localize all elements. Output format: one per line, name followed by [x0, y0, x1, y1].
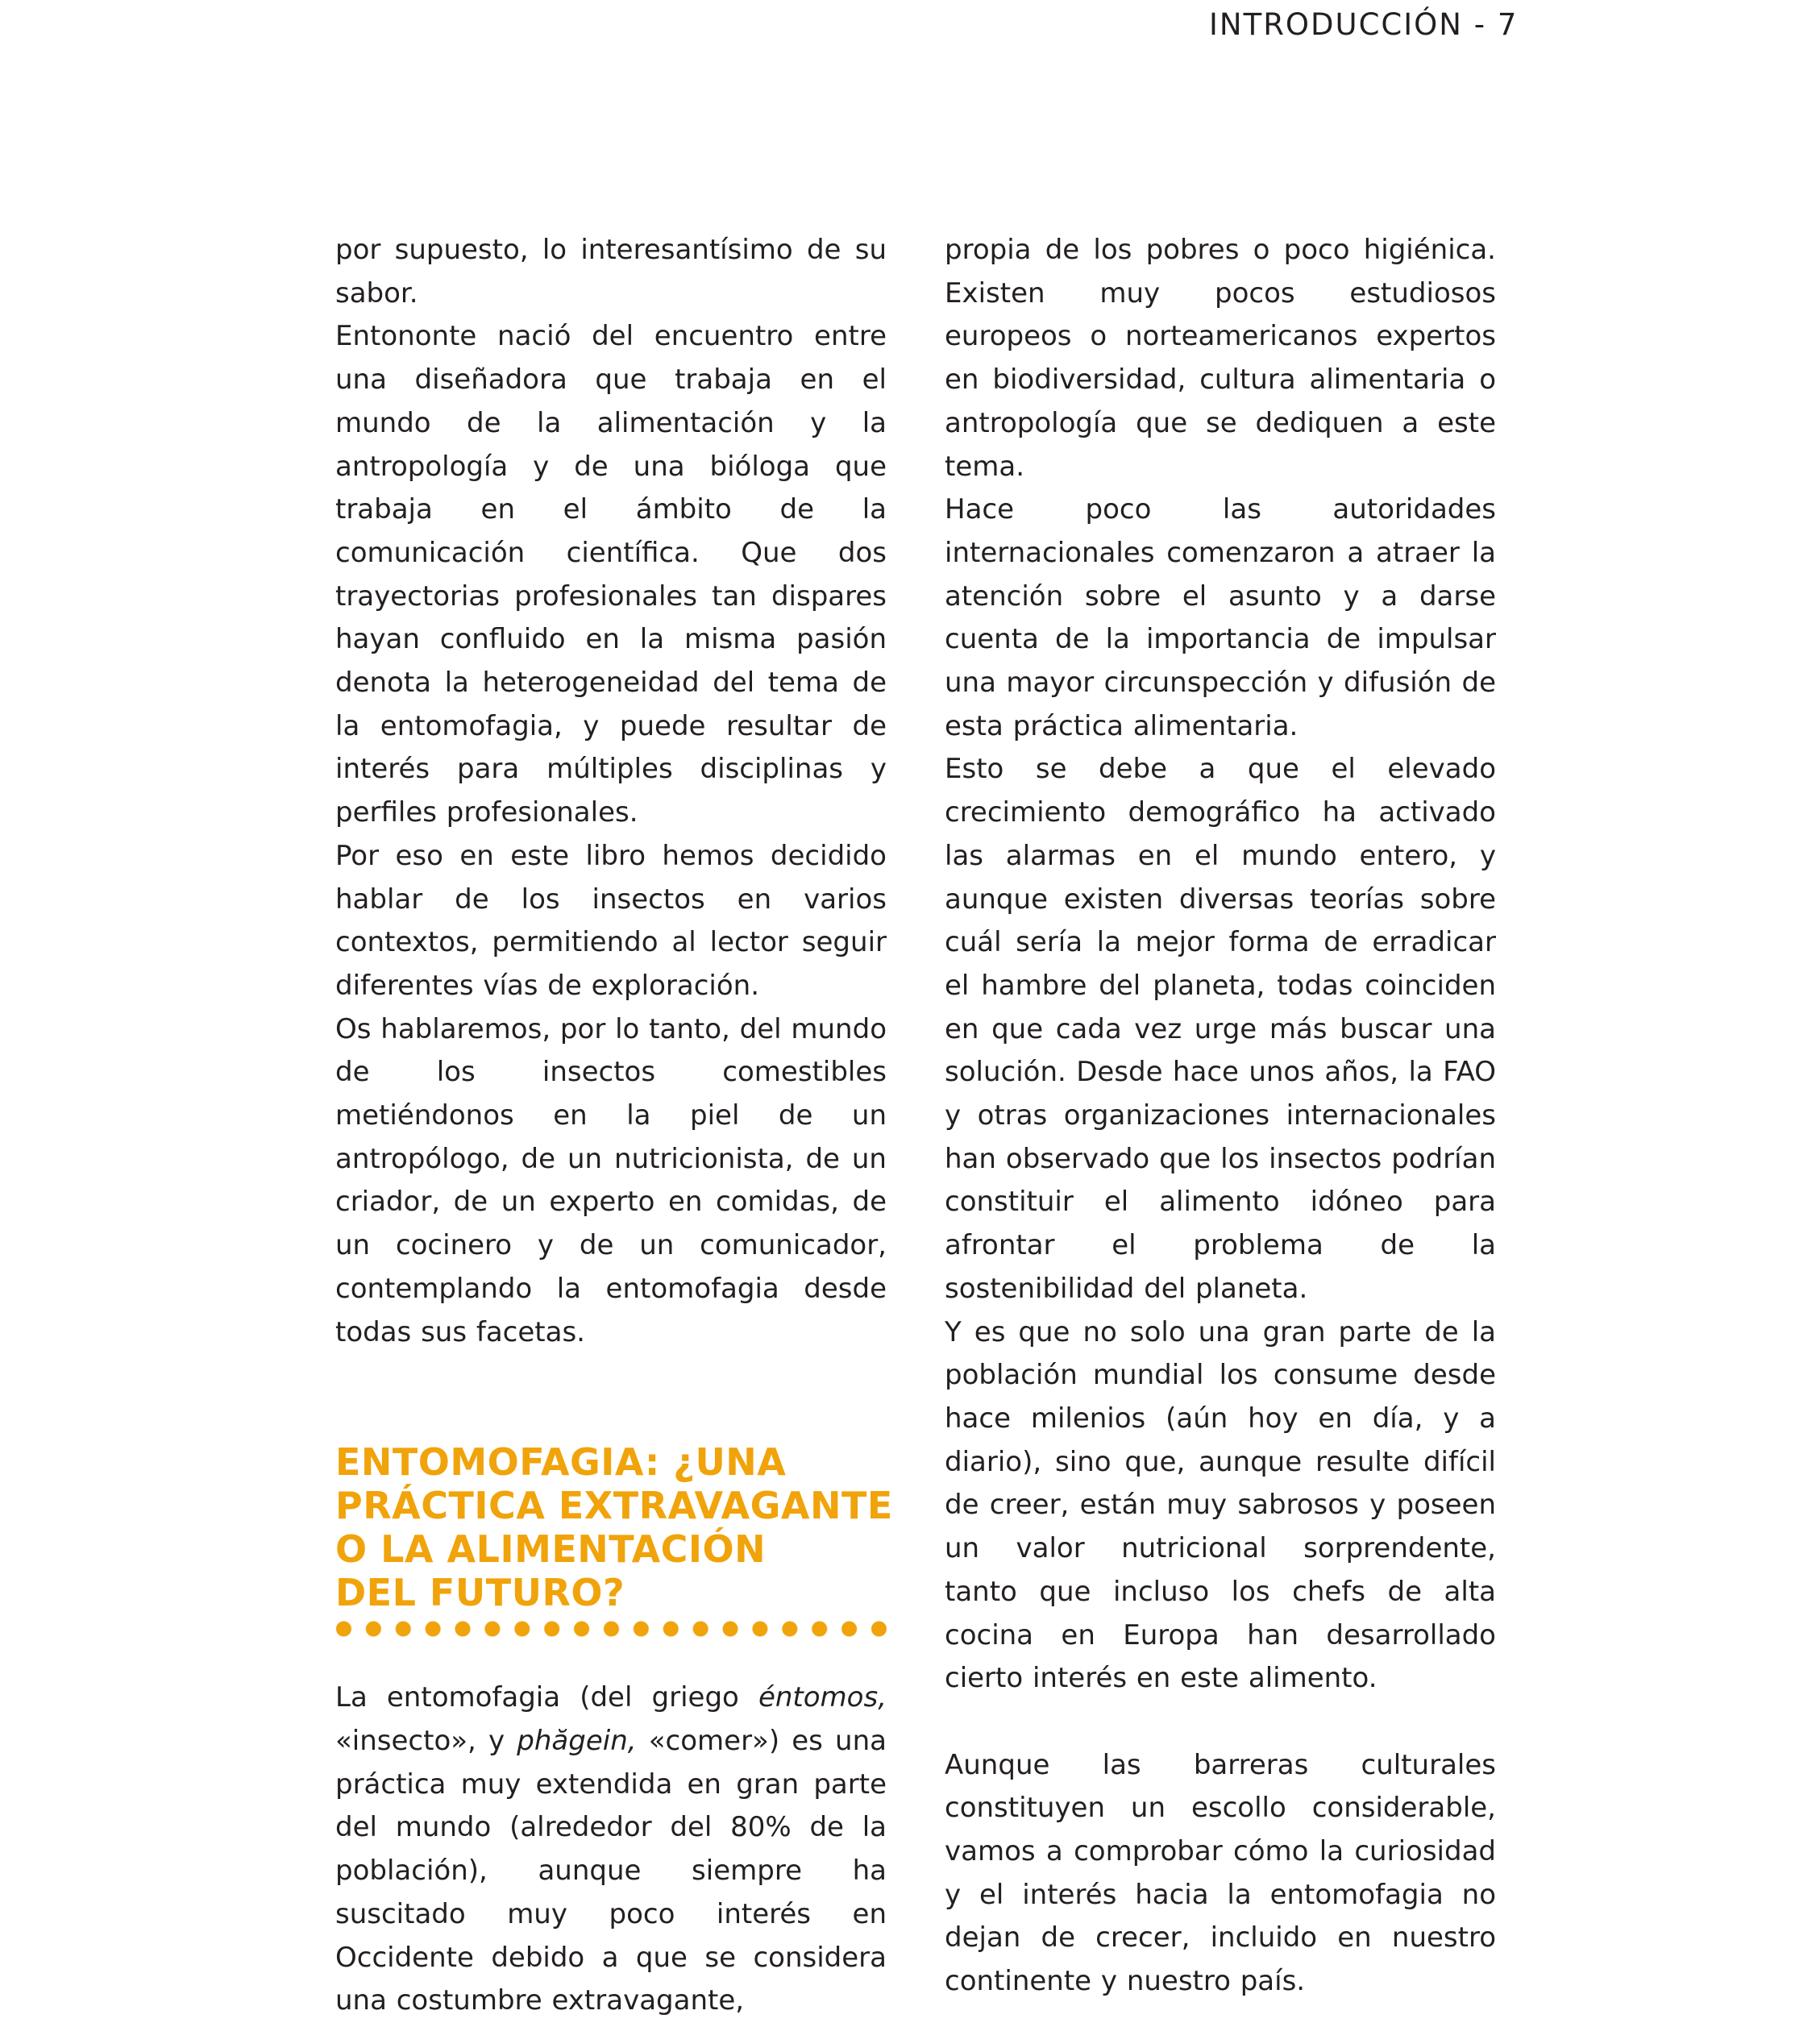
- paragraph: [335, 1676, 887, 2023]
- paragraph: por supuesto, lo interesantísimo de su sabor.: [335, 234, 887, 309]
- text-run: «comer») es una práctica muy extendida en gran parte del mundo (alrededor del 80% de la población), aunque siempre ha suscitado muy poco interés en Occidente debido a que se considera una costumbre extravagante,: [335, 1724, 887, 2017]
- spacer: [945, 1701, 1496, 1744]
- paragraph: Os hablaremos, por lo tanto, del mundo de los insectos comestibles metiéndonos en la piel de un antropólogo, de un nutricionista, de un criador, de un experto en comidas, de un cocinero y de un comunicador, contemplando la entomofagia desde todas sus facetas.: [335, 1012, 887, 1348]
- paragraph: Esto se debe a que el elevado crecimiento demográfico ha activado las alarmas en el mundo entero, y aunque existen diversas teorías sobre cuál sería la mejor forma de erradicar el hambre del planeta, todas coinciden en que cada vez urge más buscar una solución. Desde hace unos años, la FAO y otras organizaciones internacionales han observado que los insectos podrían constituir el alimento idóneo para afrontar el problema de la sostenibilidad del planeta.: [945, 753, 1496, 1305]
- paragraph: Hace poco las autoridades internacionales comenzaron a atraer la atención sobre el asunto y a darse cuenta de la importancia de impulsar una mayor circunspección y difusión de esta práctica alimentaria.: [945, 493, 1496, 742]
- running-header: INTRODUCCIÓN - 7: [1209, 7, 1519, 42]
- spacer: [335, 1637, 887, 1676]
- greek-term: phăgein,: [517, 1724, 637, 1757]
- section-heading-line: O LA ALIMENTACIÓN: [335, 1527, 767, 1572]
- spacer: [335, 1354, 887, 1440]
- text-run: «insecto», y: [335, 1724, 517, 1757]
- text-run: La entomofagia (del griego: [335, 1681, 758, 1714]
- section-heading-line: DEL FUTURO?: [335, 1571, 625, 1615]
- section-heading-line: PRÁCTICA EXTRAVAGANTE: [335, 1484, 893, 1528]
- right-column: [945, 229, 1496, 2004]
- paragraph: Y es que no solo una gran parte de la población mundial los consume desde hace milenios (aún hoy en día, y a diario), sino que, aunque resulte difícil de creer, están muy sabrosos y poseen un valor nutricional sorprendente, tanto que incluso los chefs de alta cocina en Europa han desarrollado cierto interés en este alimento.: [945, 1315, 1496, 1695]
- dotted-rule: [335, 1621, 887, 1637]
- section-heading: [335, 1440, 893, 1615]
- paragraph: Entononte nació del encuentro entre una diseñadora que trabaja en el mundo de la alimentación y la antropología y de una bióloga que trabaja en el ámbito de la comunicación científica. Que dos trayectorias profesionales tan dispares hayan confluido en la misma pasión denota la heterogeneidad del tema de la entomofagia, y puede resultar de interés para múltiples disciplinas y perfiles profesionales.: [335, 320, 887, 829]
- greek-term: éntomos,: [758, 1681, 887, 1714]
- section-heading-line: ENTOMOFAGIA: ¿UNA: [335, 1440, 787, 1485]
- paragraph: Aunque las barreras culturales constituyen un escollo considerable, vamos a comprobar cómo la curiosidad y el interés hacia la entomofagia no dejan de crecer, incluido en nuestro continente y nuestro país.: [945, 1748, 1496, 1998]
- paragraph: Por eso en este libro hemos decidido hablar de los insectos en varios contextos, permitiendo al lector seguir diferentes vías de exploración.: [335, 839, 887, 1002]
- left-column: [335, 229, 893, 2023]
- paragraph: propia de los pobres o poco higiénica. Existen muy pocos estudiosos europeos o norteamericanos expertos en biodiversidad, cultura alimentaria o antropología que se dediquen a este tema.: [945, 234, 1496, 483]
